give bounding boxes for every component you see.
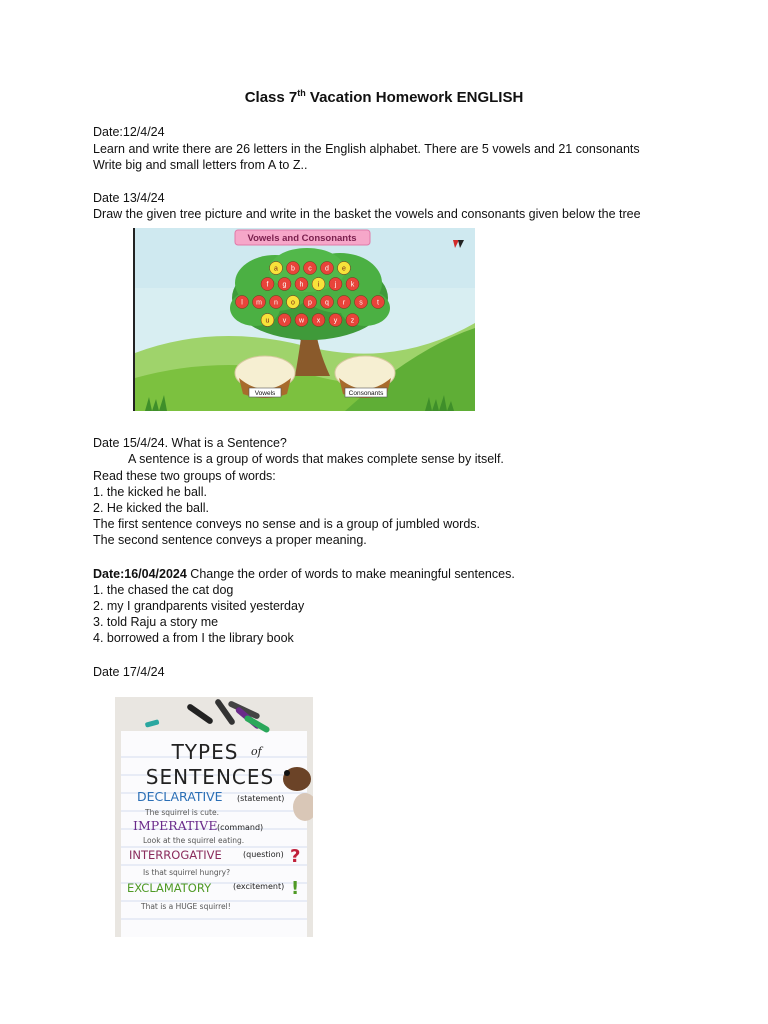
apple-letter-label: k — [350, 281, 355, 289]
vowels-basket-label: Vowels — [254, 390, 276, 397]
section3-date: Date 15/4/24. What is a Sentence? — [93, 436, 287, 450]
apple-letter-label: b — [291, 265, 295, 273]
poster-imperative: IMPERATIVE — [133, 818, 218, 833]
apple-letter-label: i — [317, 281, 320, 289]
question-mark-icon: ? — [290, 846, 301, 867]
poster-heading-types: TYPES — [171, 740, 239, 764]
poster-illustration — [115, 697, 313, 937]
poster-heading-sentences: SENTENCES — [145, 765, 275, 789]
exercise-item: 4. borrowed a from I the library book — [93, 631, 294, 645]
apple-letter-label: x — [316, 317, 321, 325]
example-1: 1. the kicked he ball. — [93, 485, 207, 499]
section4-instruction: Change the order of words to make meaningful sentences. — [186, 567, 515, 581]
poster-interrogative: INTERROGATIVE — [129, 848, 222, 862]
poster-imperative-example: Look at the squirrel eating. — [143, 836, 245, 845]
section1-date: Date:12/4/24 — [93, 125, 165, 139]
tree-banner: Vowels and Consonants — [247, 233, 357, 244]
apple-letter-label: t — [377, 299, 379, 307]
apple-letter-label: r — [342, 299, 346, 307]
note-2: The second sentence conveys a proper meaning. — [93, 533, 367, 547]
apple-letter-label: w — [298, 317, 305, 325]
apple-letter-label: c — [308, 265, 312, 273]
poster-heading-of: of — [251, 745, 262, 758]
apple-letter-label: v — [282, 317, 287, 325]
consonants-basket-label: Consonants — [348, 390, 384, 397]
apple-letter-label: q — [325, 299, 329, 307]
apple-letter-label: y — [333, 317, 338, 325]
title-superscript: th — [297, 88, 306, 98]
exercise-item: 2. my I grandparents visited yesterday — [93, 599, 305, 613]
vowels-consonants-tree-image — [133, 228, 475, 411]
tree-illustration — [135, 228, 475, 411]
apple-letter-label: n — [274, 299, 278, 307]
section4-header — [93, 566, 515, 582]
poster-imperative-note: (command) — [217, 823, 264, 832]
types-of-sentences-photo — [115, 697, 313, 937]
apple-letter-label: p — [308, 299, 312, 307]
exclamation-mark-icon: ! — [291, 878, 300, 899]
poster-exclamatory-note: (excitement) — [233, 882, 285, 891]
apple-letter-label: l — [241, 299, 243, 307]
apple-letter-label: u — [265, 317, 270, 325]
apple-letter-label: a — [274, 265, 278, 273]
apple-letter-label: j — [334, 281, 337, 289]
apple-letter-label: s — [359, 299, 363, 307]
apple-letter-label: f — [266, 281, 269, 289]
title-rest: Vacation Homework ENGLISH — [305, 89, 524, 106]
apple-letter-label: d — [325, 265, 329, 273]
section5-date: Date 17/4/24 — [93, 665, 165, 679]
poster-interrogative-note: (question) — [243, 850, 284, 859]
apple-letter-label: h — [299, 281, 304, 289]
poster-exclamatory-example: That is a HUGE squirrel! — [141, 902, 231, 911]
page-title — [0, 88, 768, 106]
poster-declarative: DECLARATIVE — [137, 789, 223, 804]
apple-letter-label: z — [350, 317, 355, 325]
section4-date: Date:16/04/2024 — [93, 567, 187, 581]
apple-letter-label: o — [291, 299, 295, 307]
section2-date: Date 13/4/24 — [93, 191, 165, 205]
apple-letter-label: g — [282, 281, 287, 289]
poster-interrogative-example: Is that squirrel hungry? — [143, 868, 231, 877]
note-1: The first sentence conveys no sense and is a group of jumbled words. — [93, 517, 481, 531]
section1-line2: Write big and small letters from A to Z.. — [93, 158, 308, 172]
poster-exclamatory: EXCLAMATORY — [127, 881, 212, 895]
exercise-item: 1. the chased the cat dog — [93, 583, 234, 597]
sentence-definition: A sentence is a group of words that makes complete sense by itself. — [128, 452, 504, 466]
poster-declarative-note: (statement) — [237, 794, 285, 803]
apple-letter-label: m — [256, 299, 262, 307]
section2-line1: Draw the given tree picture and write in the basket the vowels and consonants given below the tree — [93, 207, 641, 221]
read-instruction: Read these two groups of words: — [93, 469, 276, 483]
example-2: 2. He kicked the ball. — [93, 501, 210, 515]
apple-letter-label: e — [342, 265, 346, 273]
title-text: Class 7 — [244, 89, 298, 106]
exercise-item: 3. told Raju a story me — [93, 615, 219, 629]
section1-line1: Learn and write there are 26 letters in the English alphabet. There are 5 vowels and 21 consonants — [93, 142, 640, 156]
poster-declarative-example: The squirrel is cute. — [145, 808, 219, 817]
